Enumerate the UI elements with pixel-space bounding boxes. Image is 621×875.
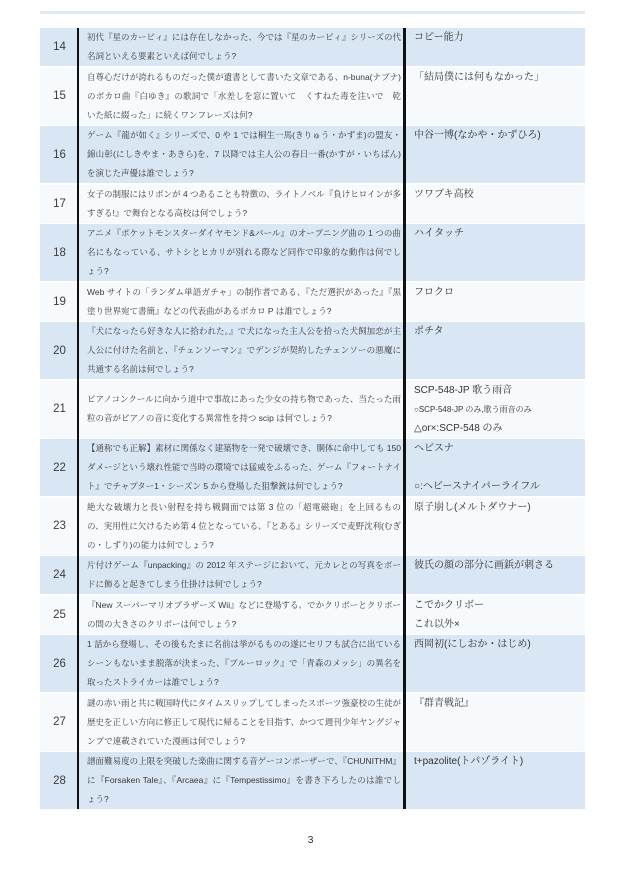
- question-cell: [79, 68, 407, 125]
- row-number: 25: [53, 608, 66, 621]
- question-cell: [79, 28, 407, 66]
- row-number-cell: [40, 68, 79, 125]
- column-divider-right: [403, 28, 406, 809]
- question-text: 自尊心だけが誇れるものだった僕が遺書として書いた文章である、n-buna(ナブナ)のボカロ曲『白ゆき』の歌詞で「水差しを窓に置いて くすねた毒を注いで 乾いた紙に綴った」に続くワンフレーズは何?: [87, 71, 401, 120]
- row-number: 28: [53, 774, 66, 787]
- table-row: [40, 439, 585, 496]
- question-cell: [79, 694, 407, 751]
- question-text: ピアノコンクールに向かう道中で事故にあった少女の持ち物であった、当たった雨粒の音がピアノの音に変化する異常性を持つ scip は何でしょう?: [87, 394, 401, 423]
- question-text: 【通称でも正解】素材に関係なく建築物を一発で破壊でき、胴体に命中しても 150 ダメージという壊れ性能で当時の環境では猛威をふるった、ゲーム『フォートナイト』でチャプター1・シーズン 5 から登場した狙撃銃は何でしょう?: [87, 443, 401, 491]
- table-row: [40, 322, 585, 379]
- answer-line: SCP-548-JP 歌う雨音: [414, 384, 513, 396]
- answer-cell: [407, 283, 585, 321]
- quiz-table: [40, 11, 585, 809]
- answer-cell: [407, 381, 585, 438]
- row-number-cell: [40, 28, 79, 66]
- answer-line: フロクロ: [414, 286, 454, 298]
- answer-line: ○:ヘビースナイパーライフル: [414, 481, 540, 492]
- question-text: 1 話から登場し、その後もたまに名前は挙がるものの遂にセリフも試合に出ているシーンもないまま脱落が決まった、『ブルーロック』で「青森のメッシ」の異名を取ったストライカーは誰でしょう?: [87, 639, 401, 687]
- question-cell: [79, 635, 407, 692]
- table-row: [40, 28, 585, 66]
- row-number: 16: [53, 148, 66, 161]
- question-text: 初代『星のカービィ』には存在しなかった、今では『星のカービィ』シリーズの代名詞といえる要素といえば何でしょう?: [87, 32, 401, 61]
- row-number-cell: [40, 224, 79, 281]
- answer-cell: [407, 752, 585, 809]
- question-text: アニメ『ポケットモンスターダイヤモンド&パール』のオープニング曲の 1 つの曲名にもなっている、サトシとヒカリが別れる際など同作で印象的な動作は何でしょう?: [87, 228, 401, 276]
- answer-cell: [407, 126, 585, 183]
- answer-line: [414, 458, 581, 477]
- question-cell: [79, 752, 407, 809]
- answer-line: コピー能力: [414, 32, 464, 43]
- previous-row-edge: [40, 11, 585, 14]
- row-number: 17: [53, 197, 66, 210]
- question-cell: [79, 185, 407, 223]
- answer-line: 中谷一博(なかや・かずひろ): [414, 130, 541, 141]
- table-row: [40, 126, 585, 183]
- row-number: 21: [53, 403, 66, 415]
- row-number-cell: [40, 322, 79, 379]
- row-number-cell: [40, 381, 79, 438]
- row-number-cell: [40, 439, 79, 496]
- row-number: 14: [53, 41, 66, 53]
- table-row: [40, 381, 585, 438]
- answer-line: 彼氏の顔の部分に画鋲が刺さる: [414, 560, 554, 571]
- row-number-cell: [40, 752, 79, 809]
- answer-line: ハイタッチ: [414, 228, 464, 239]
- question-text: 『New スーパーマリオブラザーズ Wii』などに登場する、でかクリボーとクリボーの間の大きさのクリボーは何でしょう?: [87, 599, 401, 629]
- row-number-cell: [40, 498, 79, 555]
- answer-line: ツワブキ高校: [414, 188, 474, 200]
- answer-cell: [407, 28, 585, 66]
- answer-line: ヘビスナ: [414, 443, 454, 454]
- answer-line: t+pazolite(トパゾライト): [414, 756, 524, 767]
- table-row: [40, 185, 585, 223]
- row-number: 19: [53, 295, 66, 308]
- row-number: 24: [53, 569, 66, 581]
- table-row: [40, 694, 585, 751]
- answer-line: 原子崩し(メルトダウナー): [414, 501, 531, 513]
- question-cell: [79, 596, 407, 634]
- question-text: ゲーム『龍が如く』シリーズで、0 や 1 では桐生一馬(きりゅう・かずま)の盟友・錦山彰(にしきやま・あきら)を、7 以降では主人公の春日一番(かすが・いちばん)を演じた声優は誰でしょう?: [87, 130, 401, 178]
- question-text: 『犬になったら好きな人に拾われた。』で犬になった主人公を拾った犬飼加恋が主人公に付けた名前と、『チェンソーマン』でデンジが契約したチェンソーの悪魔に共通する名前は何でしょう?: [87, 326, 401, 374]
- answer-line: これ以外×: [414, 618, 460, 630]
- row-number-cell: [40, 694, 79, 751]
- row-number: 23: [53, 520, 66, 532]
- table-row: [40, 498, 585, 555]
- table-row: [40, 635, 585, 692]
- question-text: Web サイトの「ランダム単語ガチャ」の制作者である、『ただ選択があった』『黒塗り世界宛て書簡』などの代表曲があるボカロ P は誰でしょう?: [87, 286, 401, 316]
- row-number-cell: [40, 635, 79, 692]
- answer-line: △or×:SCP-548 のみ: [414, 422, 503, 434]
- question-cell: [79, 439, 407, 496]
- answer-cell: [407, 694, 585, 751]
- question-cell: [79, 126, 407, 183]
- answer-line: 西岡初(にしおか・はじめ): [414, 639, 531, 650]
- row-number-cell: [40, 556, 79, 594]
- question-text: 絶大な破壊力と長い射程を持ち戦闘面では第 3 位の「超電磁砲」を上回るものの、実用性に欠けるため第 4 位となっている、『とある』シリーズで麦野沈利(むぎの・しずり)の能力は何でしょう?: [87, 501, 401, 550]
- question-text: 片付けゲーム『unpacking』の 2012 年ステージにおいて、元カレとの写真をボードに飾ると起きてしまう仕掛けは何でしょう?: [87, 560, 401, 589]
- table-row: [40, 596, 585, 634]
- row-number-cell: [40, 126, 79, 183]
- answer-line: 「結局僕には何もなかった」: [414, 71, 544, 83]
- row-number: 18: [53, 246, 66, 259]
- table-row: [40, 68, 585, 125]
- question-cell: [79, 322, 407, 379]
- row-number: 20: [53, 344, 66, 357]
- answer-cell: [407, 322, 585, 379]
- row-number: 27: [53, 716, 66, 728]
- question-cell: [79, 381, 407, 438]
- answer-line: ポチタ: [414, 326, 444, 337]
- question-cell: [79, 498, 407, 555]
- answer-line: 『群青戦記』: [414, 697, 474, 709]
- question-cell: [79, 283, 407, 321]
- row-number: 15: [53, 90, 66, 102]
- row-number-cell: [40, 283, 79, 321]
- row-number: 26: [53, 657, 66, 670]
- question-cell: [79, 556, 407, 594]
- column-divider-left: [77, 28, 79, 809]
- answer-cell: [407, 439, 585, 496]
- answer-line: ○SCP-548-JP のみ,歌う雨音のみ: [414, 404, 532, 414]
- table-row: [40, 556, 585, 594]
- answer-cell: [407, 68, 585, 125]
- answer-cell: [407, 498, 585, 555]
- page-number: 3: [307, 834, 314, 846]
- quiz-rows: [40, 28, 585, 809]
- answer-cell: [407, 185, 585, 223]
- answer-cell: [407, 635, 585, 692]
- answer-cell: [407, 596, 585, 634]
- question-text: 謎の赤い雨と共に戦国時代にタイムスリップしてしまったスポーツ強豪校の生徒が歴史を正しい方向に修正して現代に帰ることを目指す、かつて週刊少年ヤングジャンプで連載されていた漫画は何でしょう?: [87, 697, 401, 746]
- answer-line: こでかクリボー: [414, 599, 484, 611]
- question-cell: [79, 224, 407, 281]
- row-number: 22: [53, 461, 66, 474]
- table-row: [40, 752, 585, 809]
- table-row: [40, 283, 585, 321]
- row-number-cell: [40, 185, 79, 223]
- answer-cell: [407, 556, 585, 594]
- table-row: [40, 224, 585, 281]
- row-number-cell: [40, 596, 79, 634]
- answer-cell: [407, 224, 585, 281]
- question-text: 譜面難易度の上限を突破した楽曲に関する音ゲーコンポーザーで、『CHUNITHM』に『Forsaken Tale』、『Arcaea』に『Tempestissimo』を書き下ろしたのは誰でしょう?: [87, 756, 401, 804]
- question-text: 女子の制服にはリボンが 4 つあることも特徴の、ライトノベル『負けヒロインが多すぎる!』で舞台となる高校は何でしょう?: [87, 188, 401, 218]
